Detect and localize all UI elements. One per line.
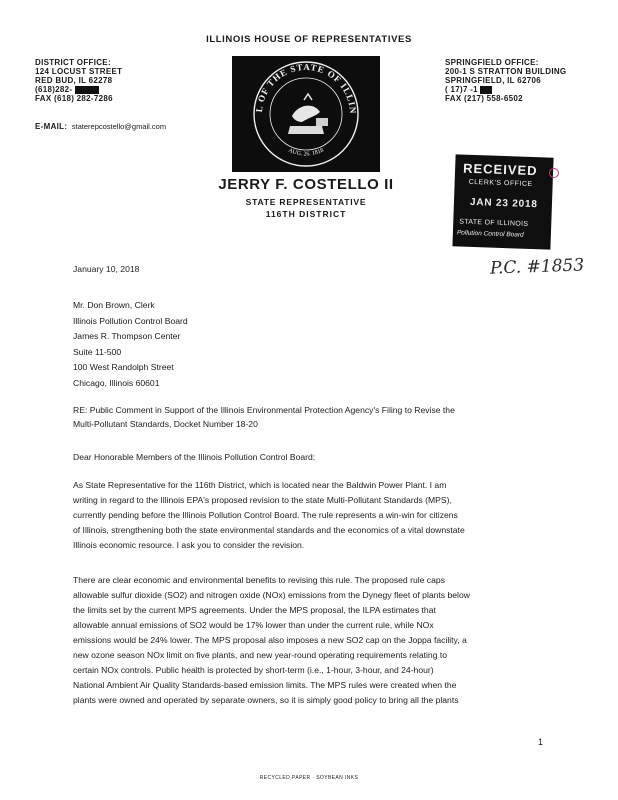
recipient-line: Suite 11-500 [73, 346, 122, 357]
seal-date-text: AUG. 26. 1818 [287, 147, 325, 158]
paragraph2-line: allowable annual emissions of SO2 would be 17% lower than under the current rule, while NOx [73, 620, 434, 630]
state-seal [232, 56, 380, 172]
springfield-office-heading: SPRINGFIELD OFFICE: [445, 58, 539, 67]
subject-text: Public Comment in Support of the Illinois Environmental Protection Agency's Filing to Revise the [89, 405, 455, 415]
stamp-line-board: Pollution Control Board [456, 229, 524, 239]
paragraph2-line: There are clear economic and environmental benefits to revising this rule. The proposed rule caps [73, 575, 445, 585]
email-address: staterepcostello@gmail.com [71, 122, 167, 131]
springfield-office-phone: ( 17)7 -1 [445, 85, 478, 94]
stamp-line-state: STATE OF ILLINOIS [459, 218, 529, 228]
redaction-bar [75, 86, 99, 94]
recipient-line: James R. Thompson Center [73, 331, 181, 341]
footer-recycled: RECYCLED PAPER · SOYBEAN INKS [259, 775, 359, 781]
paragraph2-line: plants were owned and operated by separate owners, so it is simply good policy to bring all the plants [73, 695, 459, 705]
email-row [35, 116, 166, 134]
springfield-office-city: SPRINGFIELD, IL 62706 [445, 76, 541, 85]
paragraph1-line: Illinois economic resource. I ask you to consider the revision. [73, 540, 305, 550]
springfield-office-block [445, 58, 605, 103]
page-number: 1 [538, 737, 544, 747]
district-office-address: 124 LOCUST STREET [35, 67, 123, 76]
letterhead-title: ILLINOIS HOUSE OF REPRESENTATIVES [206, 34, 412, 45]
paragraph2-line: the limits set by the current MPS agreements. Under the MPS proposal, the ILPA estimates that [73, 605, 436, 615]
recipient-line: Illinois Pollution Control Board [73, 315, 188, 326]
district-office-phone: (618)282- [35, 85, 73, 94]
subject-line-2: Multi-Pollutant Standards, Docket Number 18-20 [73, 419, 258, 429]
springfield-office-phone-row [445, 85, 605, 94]
paragraph1-line: As State Representative for the 116th District, which is located near the Baldwin Power Plant. I am [73, 480, 447, 490]
paragraph1-line: currently pending before the Illinois Pollution Control Board. The rule represents a win-win for citizens [73, 510, 458, 520]
district-office-heading: DISTRICT OFFICE: [35, 58, 111, 67]
letter-date: January 10, 2018 [73, 264, 140, 274]
representative-name: JERRY F. COSTELLO II [218, 176, 394, 193]
paragraph2-line: allowable sulfur dioxide (SO2) and nitrogen oxide (NOx) emissions from the Dynegy fleet of plants below [73, 590, 470, 600]
seal-ring-text: L OF THE STATE OF ILLIN [253, 61, 359, 115]
representative-district: 116TH DISTRICT [265, 209, 347, 219]
stamp-date: JAN 23 2018 [469, 196, 538, 211]
seal-graphic [232, 56, 380, 172]
salutation: Dear Honorable Members of the Illinois Pollution Control Board: [73, 452, 316, 462]
paragraph2-line: certain NOx controls. Public health is protected by short-term (i.e., 1-hour, 3-hour, and 24-hour) [73, 665, 434, 675]
district-office-fax: FAX (618) 282-7286 [35, 94, 113, 103]
subject-line [73, 405, 455, 415]
svg-text:AUG. 26. 1818 [287, 148, 324, 158]
recipient-line: Mr. Don Brown, Clerk [73, 300, 155, 310]
paragraph2-line: emissions would be 24% lower. The MPS proposal also imposes a new SO2 cap on the Joppa facility, a [73, 635, 467, 645]
district-office-phone-row [35, 85, 185, 94]
redaction-bar [480, 86, 492, 94]
svg-text:SEAL OF THE STATE OF ILLINOIS [232, 56, 358, 115]
paragraph1-line: writing in regard to the Illinois EPA's proposed revision to the state Multi-Pollutant Standards (MPS), [73, 495, 452, 505]
recipient-block [73, 298, 188, 391]
handwritten-public-comment-number: P.C. #1853 [489, 255, 585, 279]
stamp-line-clerk: CLERK'S OFFICE [468, 178, 533, 189]
received-stamp [452, 154, 553, 249]
email-label: E-MAIL: [35, 122, 68, 131]
recipient-line: Chicago, Illinois 60601 [73, 377, 160, 388]
springfield-office-fax: FAX (217) 558-6502 [445, 94, 523, 103]
paragraph1-line: of Illinois, strengthening both the state environmental standards and the economics of a vital downstate [73, 525, 465, 535]
recipient-line: 100 West Randolph Street [73, 362, 174, 372]
stamp-corner-mark [549, 168, 559, 178]
subject-prefix: RE: [73, 405, 90, 415]
district-office-city: RED BUD, IL 62278 [35, 76, 113, 85]
district-office-block [35, 58, 185, 103]
springfield-office-address: 200-1 S STRATTON BUILDING [445, 67, 567, 76]
paragraph2-line: new ozone season NOx limit on five plants, and new year-round operating requirements relating to [73, 650, 448, 660]
stamp-line-received: RECEIVED [462, 160, 538, 179]
paragraph2-line: National Ambient Air Quality Standards-based emission limits. The MPS rules were created when the [73, 680, 457, 690]
representative-position: STATE REPRESENTATIVE [245, 197, 367, 207]
